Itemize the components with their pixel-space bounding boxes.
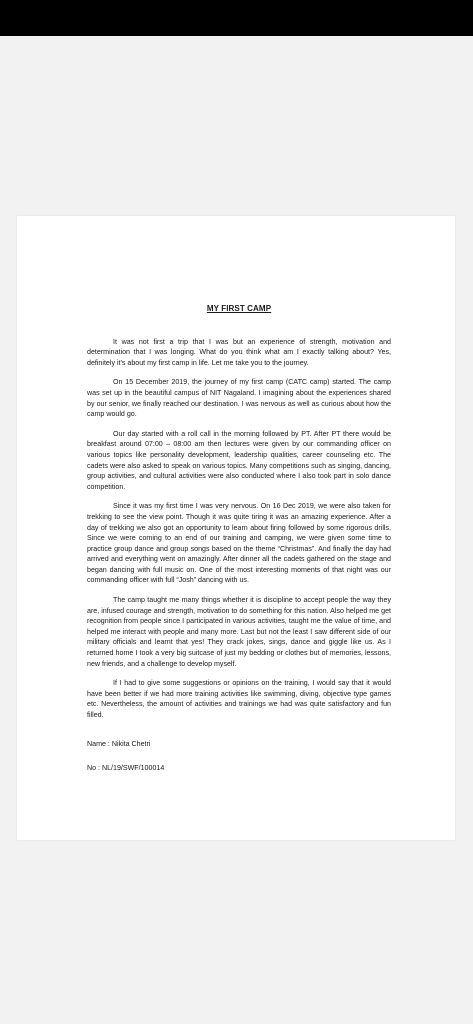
paragraph: It was not first a trip that I was but an experience of strength, motivation and determination that I was longing. What do you think what am I exactly talking about? Yes, definitely it's about my first camp in life. Let me take you to the journey. — [87, 337, 391, 367]
paragraph: If I had to give some suggestions or opinions on the training, I would say that it would have been better if we had more training activities like swimming, diving, objective type games etc. Nevertheless, the amount of activities and trainings we had was quite satisfactory and fun filled. — [87, 679, 391, 719]
paragraph: On 15 December 2019, the journey of my first camp (CATC camp) started. The camp was set up in the beautiful campus of NIT Nagaland. I imagining about the experiences shared by our senior, we finally reached our destination. I was nervous as well as curious about how the camp would go. — [87, 378, 391, 419]
document-page — [17, 216, 455, 840]
signature-block — [87, 739, 391, 774]
paragraph: Since it was my first time I was very nervous. On 16 Dec 2019, we were also taken for trekking to see the view point. Though it was quite tiring it was an amazing experience. After a day of trekking we also got an opportunity to learn about firing followed by some rigorous drills. Since we were coming to an end of our training and camping, we were given some time to practice group dance and group songs based on the theme “Christmas”. And finally the day had arrived and everything went on amazingly. After dinner all the cadets gathered on the stage and began dancing with full music on. One of the most interesting moments of that night was our commanding officer with full “Josh” dancing with us. — [87, 502, 391, 585]
number-line: No : NL/19/SWF/100014 — [87, 764, 165, 773]
name-line: Name : Nikita Chetri — [87, 739, 151, 748]
document-title: MY FIRST CAMP — [206, 304, 272, 313]
status-bar — [0, 0, 473, 36]
document-content — [87, 304, 391, 788]
paragraph: The camp taught me many things whether it is discipline to accept people the way they are, infused courage and strength, motivation to do something for this nation. Also helped me get recognition from people since I participated in various activities, taught me the value of time, and helped me interact with people and many more. Last but not the least I saw different side of our military officials and learnt that yes! They crack jokes, sings, dance and giggle like us. As I returned home I took a very big suitcase of just my bedding or clothes but of memories, lessons, new friends, and a challenge to develop myself. — [87, 596, 391, 668]
paragraph: Our day started with a roll call in the morning followed by PT. After PT there would be breakfast around 07:00 – 08:00 am then lectures were given by our commanding officer on various topics like personality development, leadership qualities, career counseling etc. The cadets were also asked to speak on various topics. Many competitions such as singing, dancing, group activities, and cultural activities were also conducted where I also took part in solo dance competition. — [87, 429, 391, 491]
